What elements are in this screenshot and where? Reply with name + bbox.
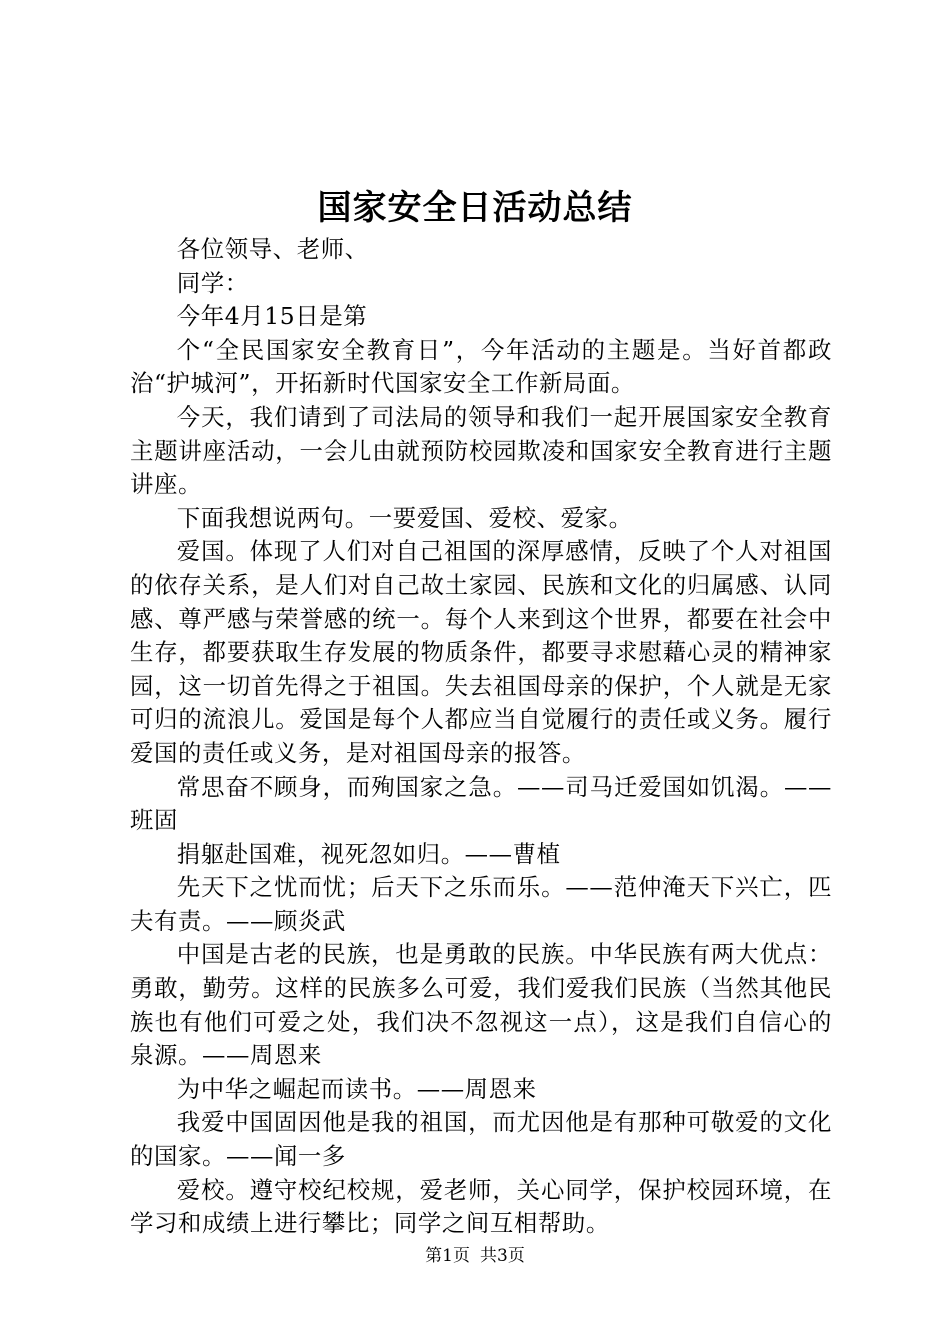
paragraph: 为中华之崛起而读书。——周恩来	[176, 1074, 537, 1103]
paragraph: 捐躯赴国难，视死忽如归。——曹植	[176, 839, 561, 868]
paragraph: 先天下之忧而忧；后天下之乐而乐。——范仲淹天下兴亡，匹夫有责。——顾炎武	[130, 873, 832, 935]
paragraph: 我爱中国固因他是我的祖国，而尤因他是有那种可敬爱的文化的国家。——闻一多	[130, 1108, 832, 1171]
paragraph: 今年4月15日是第	[176, 302, 368, 331]
paragraph: 个“全民国家安全教育日”，今年活动的主题是。当好首都政治“护城河”，开拓新时代国家安全工作新局面。	[130, 335, 832, 398]
document-title: 国家安全日活动总结	[317, 188, 633, 228]
page-total: 共3页	[480, 1246, 525, 1266]
page-footer	[0, 1244, 950, 1268]
page-number: 第1页	[425, 1246, 470, 1266]
paragraph: 爱国。体现了人们对自己祖国的深厚感情，反映了个人对祖国的依存关系，是人们对自己故土家园、民族和文化的归属感、认同感、尊严感与荣誉感的统一。每个人来到这个世界，都要在社会中生存，都要获取生存发展的物质条件，都要寻求慰藉心灵的精神家园，这一切首先得之于祖国。失去祖国母亲的保护，个人就是无家可归的流浪儿。爱国是每个人都应当自觉履行的责任或义务。履行爱国的责任或义务，是对祖国母亲的报答。	[130, 537, 832, 767]
paragraph: 今天，我们请到了司法局的领导和我们一起开展国家安全教育主题讲座活动，一会儿由就预防校园欺凌和国家安全教育进行主题讲座。	[130, 402, 832, 499]
document-body	[130, 233, 832, 1241]
paragraph: 下面我想说两句。一要爱国、爱校、爱家。	[176, 503, 633, 532]
paragraph: 各位领导、老师、	[176, 235, 369, 263]
paragraph: 同学：	[176, 268, 249, 297]
paragraph: 常思奋不顾身，而殉国家之急。——司马迁爱国如饥渴。——班固	[130, 772, 832, 835]
paragraph: 中国是古老的民族，也是勇敢的民族。中华民族有两大优点：勇敢，勤劳。这样的民族多么可爱，我们爱我们民族（当然其他民族也有他们可爱之处，我们决不忽视这一点），这是我们自信心的泉源。——周恩来	[130, 940, 832, 1070]
paragraph: 爱校。遵守校纪校规，爱老师，关心同学，保护校园环境，在学习和成绩上进行攀比；同学之间互相帮助。	[130, 1175, 832, 1238]
